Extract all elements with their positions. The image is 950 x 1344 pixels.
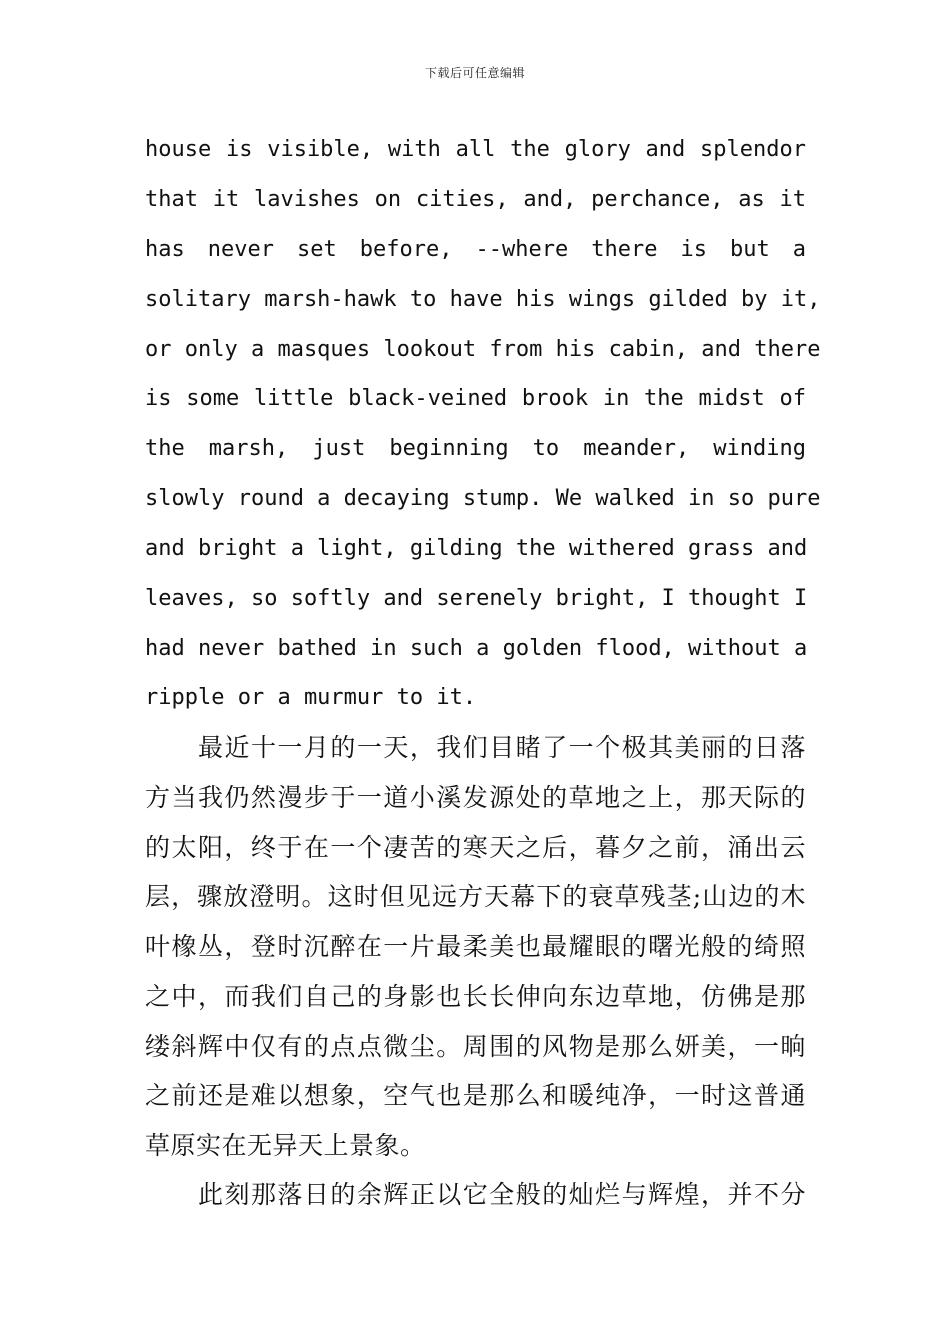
text-line: house is visible, with all the glory and splendor <box>145 137 806 162</box>
text-line: had never bathed in such a golden flood, without a <box>145 636 808 661</box>
text-line: slowly round a decaying stump. We walked in so pure <box>145 486 821 511</box>
text-line: or only a masques lookout from his cabin, and there <box>145 337 821 362</box>
text-line: 缕斜辉中仅有的点点微尘。周围的风物是那么妍美，一晌 <box>145 1032 806 1061</box>
text-line: leaves, so softly and serenely bright, I thought I <box>145 586 808 611</box>
text-line: is some little black-veined brook in the midst of <box>145 386 806 411</box>
text-line: 草原实在无异天上景象。 <box>145 1131 426 1160</box>
text-line: 最近十一月的一天，我们目睹了一个极其美丽的日落 <box>198 733 806 762</box>
text-line: 叶橡丛，登时沉醉在一片最柔美也最耀眼的曙光般的绮照 <box>145 932 806 961</box>
text-line: 的太阳，终于在一个凄苦的寒天之后，暮夕之前，涌出云 <box>145 833 806 862</box>
text-line: solitary marsh-hawk to have his wings gilded by it, <box>145 287 821 312</box>
text-line: 方当我仍然漫步于一道小溪发源处的草地之上，那天际的 <box>145 783 806 812</box>
text-line: 之中，而我们自己的身影也长长伸向东边草地，仿佛是那 <box>145 982 806 1011</box>
text-line: has never set before, --where there is but a <box>145 237 806 262</box>
text-line: and bright a light, gilding the withered grass and <box>145 536 808 561</box>
text-line: 层，骤放澄明。这时但见远方天幕下的衰草残茎;山边的木 <box>145 882 806 911</box>
text-line: the marsh, just beginning to meander, winding <box>145 436 806 461</box>
text-line: 之前还是难以想象，空气也是那么和暖纯净，一时这普通 <box>145 1081 806 1110</box>
text-line: 此刻那落日的余辉正以它全般的灿烂与辉煌，并不分 <box>198 1180 806 1209</box>
text-line: that it lavishes on cities, and, perchance, as it <box>145 187 806 212</box>
page-header: 下载后可任意编辑 <box>424 66 525 80</box>
text-line: ripple or a murmur to it. <box>145 685 477 710</box>
